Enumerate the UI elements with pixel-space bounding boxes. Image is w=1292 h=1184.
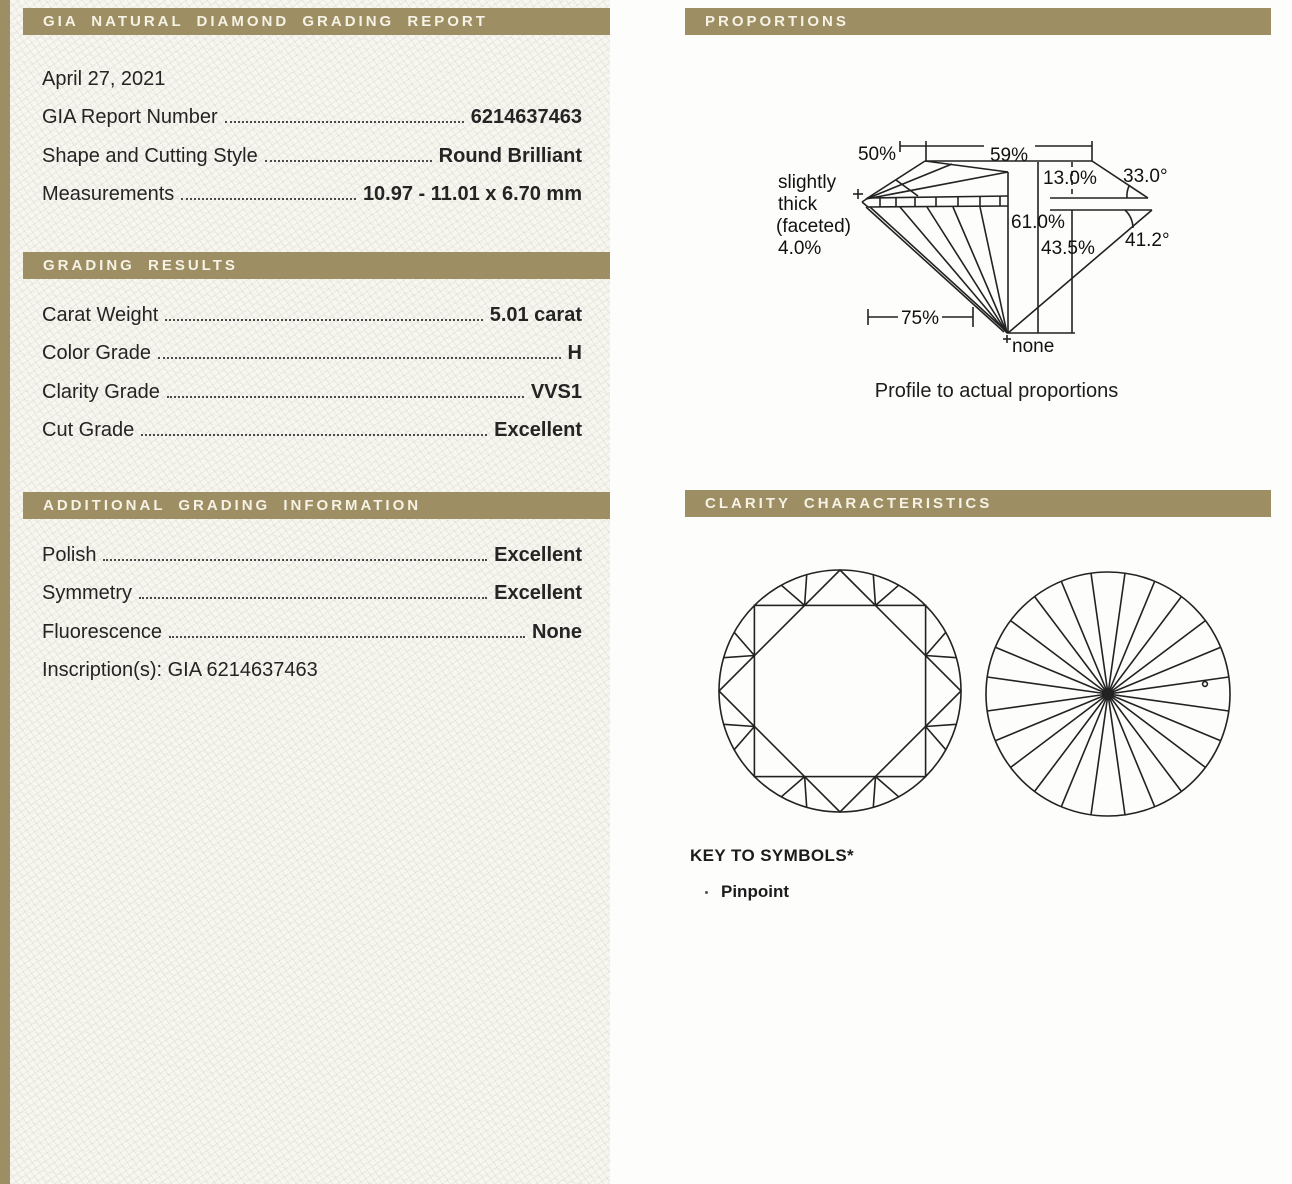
field-value: Excellent [494, 582, 582, 604]
dotted-leader [265, 160, 432, 162]
girdle-note-line1: slightly [778, 172, 837, 193]
dotted-leader [181, 198, 356, 200]
field-label: Shape and Cutting Style [42, 144, 258, 167]
clarity-banner [685, 490, 1271, 517]
dotted-leader [141, 434, 487, 436]
culet-label: none [1012, 336, 1055, 357]
crown-height-label: 13.0% [1043, 168, 1097, 189]
crown-view-plot [719, 570, 961, 812]
pavilion-view-plot [986, 572, 1230, 816]
pavilion-angle-label: 41.2° [1125, 230, 1170, 251]
grading-results-banner [23, 252, 610, 279]
girdle-note-line4: 4.0% [778, 238, 822, 259]
field-row [42, 404, 582, 443]
table-size-label: 59% [989, 145, 1029, 166]
field-value: VVS1 [530, 380, 582, 403]
report-header-fields [42, 52, 582, 206]
report-date-row [42, 52, 582, 91]
field-label: Measurements [42, 183, 175, 205]
pinpoint-dot-icon [705, 891, 708, 894]
grading-results-title: GRADING RESULTS [43, 257, 238, 274]
girdle-note-line2: thick [778, 194, 818, 215]
proportions-caption: Profile to actual proportions [874, 380, 1119, 402]
dotted-leader [225, 121, 464, 123]
field-row [42, 91, 582, 130]
crown-angle-label: 33.0° [1123, 166, 1168, 187]
field-label: Carat Weight [42, 303, 159, 326]
inscription-row [42, 644, 582, 683]
field-label: Polish [42, 543, 97, 566]
dotted-leader [139, 597, 487, 599]
field-row [42, 168, 582, 207]
left-gold-strip [0, 0, 10, 1184]
field-row [42, 567, 582, 606]
field-row [42, 605, 582, 644]
field-value: Round Brilliant [438, 144, 582, 167]
clarity-diagrams [700, 555, 1280, 835]
field-label: GIA Report Number [42, 106, 218, 128]
diagram-panel [685, 0, 1282, 1184]
symbol-label: Pinpoint [721, 882, 789, 901]
proportions-diagram [760, 130, 1190, 380]
field-label: Cut Grade [42, 419, 135, 441]
field-row [42, 327, 582, 366]
dotted-leader [165, 319, 482, 321]
proportions-banner [685, 8, 1271, 35]
field-value: None [532, 620, 582, 643]
field-value: 6214637463 [470, 106, 582, 128]
field-value: Excellent [494, 419, 582, 441]
dotted-leader [103, 559, 487, 561]
pavilion-depth-label: 43.5% [1041, 238, 1095, 259]
field-row [42, 365, 582, 404]
additional-info-fields [42, 528, 582, 682]
proportions-title: PROPORTIONS [705, 13, 849, 30]
additional-info-title: ADDITIONAL GRADING INFORMATION [43, 497, 422, 514]
report-panel [10, 0, 610, 1184]
report-date: April 27, 2021 [42, 67, 166, 90]
symbol-key-row [705, 882, 789, 902]
dotted-leader [169, 636, 525, 638]
dotted-leader [158, 357, 561, 359]
total-depth-label: 61.0% [1011, 212, 1065, 233]
field-row [42, 129, 582, 168]
grading-results-fields [42, 288, 582, 442]
report-title: GIA NATURAL DIAMOND GRADING REPORT [43, 13, 488, 30]
field-row [42, 288, 582, 327]
star-length-label: 50% [857, 144, 896, 165]
field-value: Excellent [494, 543, 582, 566]
girdle-note-line3: (faceted) [776, 216, 851, 237]
key-to-symbols-title: KEY TO SYMBOLS* [690, 846, 855, 865]
field-value: H [567, 342, 582, 364]
report-title-banner [23, 8, 610, 35]
field-label: Fluorescence [42, 620, 163, 643]
field-value: 5.01 carat [489, 303, 582, 326]
pinpoint-mark [1203, 682, 1208, 687]
field-label: Clarity Grade [42, 380, 160, 403]
lower-half-label: 75% [900, 308, 940, 329]
field-value: 10.97 - 11.01 x 6.70 mm [362, 183, 582, 205]
field-row [42, 528, 582, 567]
clarity-title: CLARITY CHARACTERISTICS [705, 495, 993, 512]
field-label: Color Grade [42, 342, 151, 364]
dotted-leader [167, 396, 524, 398]
additional-info-banner [23, 492, 610, 519]
field-label: Symmetry [42, 582, 132, 604]
inscription-text: Inscription(s): GIA 6214637463 [42, 659, 318, 681]
